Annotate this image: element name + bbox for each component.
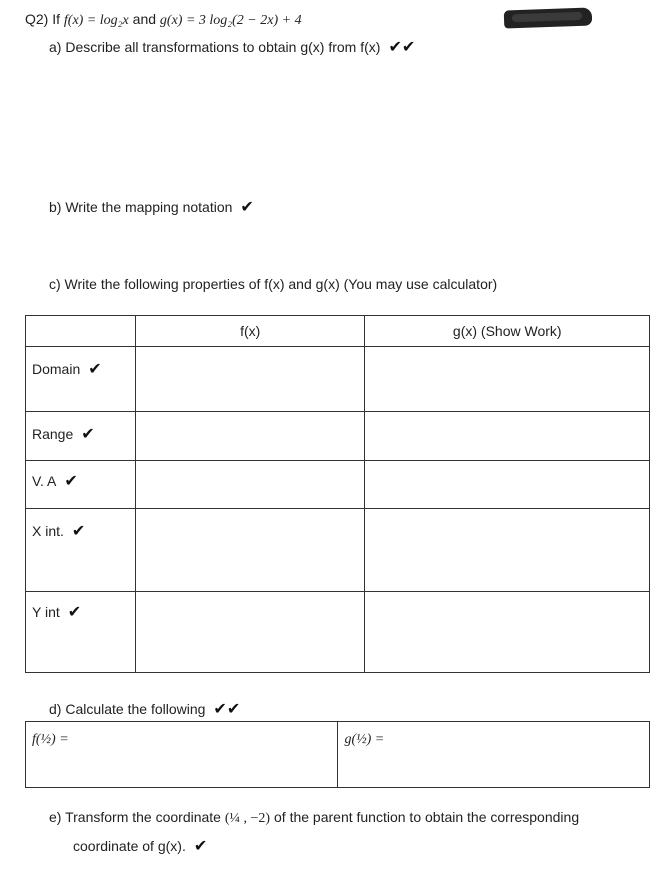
table-row	[26, 592, 650, 673]
f-half-expression: f(½) =	[32, 732, 69, 747]
table-header-row	[26, 316, 650, 347]
part-d	[49, 699, 240, 718]
question-header	[25, 11, 302, 29]
part-d-text: d) Calculate the following	[49, 701, 206, 717]
fx-answer-cell[interactable]	[135, 347, 365, 412]
row-label: Domain	[32, 361, 81, 377]
check-icon: ✔	[67, 602, 82, 621]
part-a-text: a) Describe all transformations to obtain g(x) from f(x)	[49, 39, 381, 55]
fx-answer-cell[interactable]	[135, 509, 365, 592]
row-label: V. A	[32, 473, 57, 489]
part-e-line1	[49, 809, 579, 827]
row-label-cell	[26, 347, 136, 412]
check-icon: ✔	[81, 424, 95, 443]
table-row	[26, 347, 650, 412]
and-word: and	[132, 11, 157, 27]
fx-answer-cell[interactable]	[135, 592, 365, 673]
check-icon: ✔	[88, 359, 102, 378]
f-half-cell[interactable]	[26, 722, 338, 788]
gx-answer-cell[interactable]	[365, 509, 650, 592]
table-row	[26, 722, 650, 788]
redacted-name-mark	[504, 7, 593, 28]
row-label: X int.	[32, 523, 64, 539]
row-label-cell	[26, 412, 136, 461]
g-half-cell[interactable]	[338, 722, 650, 788]
gx-answer-cell[interactable]	[365, 592, 650, 673]
check-icon: ✔	[64, 471, 78, 490]
row-label: Range	[32, 426, 74, 442]
part-e-text-continued: of the parent function to obtain the corresponding	[274, 809, 580, 825]
part-e-text: e) Transform the coordinate	[49, 809, 221, 825]
gx-answer-cell[interactable]	[365, 461, 650, 509]
row-label-cell	[26, 509, 136, 592]
part-c-text: c) Write the following properties of f(x) and g(x) (You may use calculator)	[49, 276, 498, 292]
row-label-cell	[26, 461, 136, 509]
g-definition: g(x) = 3 log₂(2 − 2x) + 4	[159, 13, 302, 28]
table-row	[26, 509, 650, 592]
table-row	[26, 461, 650, 509]
fx-answer-cell[interactable]	[135, 412, 365, 461]
gx-answer-cell[interactable]	[365, 347, 650, 412]
f-definition: f(x) = log₂x	[63, 13, 129, 28]
table-row	[26, 412, 650, 461]
check-icon: ✔✔	[388, 37, 416, 56]
fx-answer-cell[interactable]	[135, 461, 365, 509]
question-prefix: Q2) If	[25, 11, 61, 27]
part-e-line2	[73, 836, 207, 855]
part-b	[49, 197, 254, 216]
part-c	[49, 276, 497, 292]
part-e-text-line2: coordinate of g(x).	[73, 838, 186, 854]
calculation-table	[25, 721, 650, 788]
check-icon: ✔✔	[213, 699, 241, 718]
g-half-expression: g(½) =	[344, 732, 385, 747]
part-b-text: b) Write the mapping notation	[49, 199, 233, 215]
header-cell-fx: f(x)	[135, 316, 365, 347]
gx-answer-cell[interactable]	[365, 412, 650, 461]
header-cell-gx: g(x) (Show Work)	[365, 316, 650, 347]
header-cell-empty	[26, 316, 136, 347]
e-coordinate: (¼ , −2)	[224, 811, 271, 826]
check-icon: ✔	[240, 197, 254, 216]
check-icon: ✔	[71, 521, 86, 540]
properties-table	[25, 315, 650, 673]
part-a	[49, 37, 415, 56]
check-icon: ✔	[193, 836, 208, 855]
row-label: Y int	[32, 604, 60, 620]
row-label-cell	[26, 592, 136, 673]
